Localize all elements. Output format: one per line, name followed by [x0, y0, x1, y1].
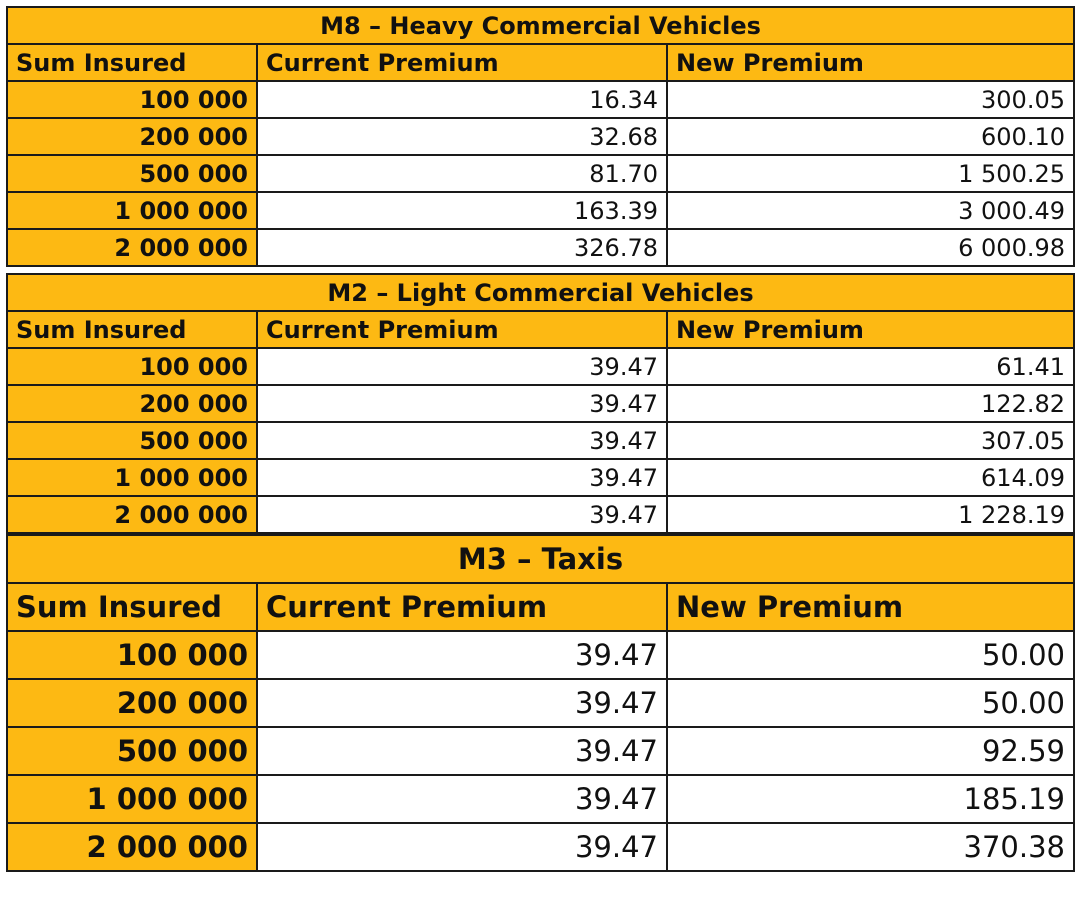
table-row [7, 631, 1074, 679]
new-premium-cell: 92.59 [667, 727, 1074, 775]
current-premium-cell: 39.47 [257, 496, 667, 533]
premium-tables [6, 6, 1075, 872]
col-header-current-premium: Current Premium [257, 311, 667, 348]
table-row [7, 422, 1074, 459]
new-premium-cell: 300.05 [667, 81, 1074, 118]
new-premium-cell: 307.05 [667, 422, 1074, 459]
new-premium-cell: 50.00 [667, 631, 1074, 679]
table-m8-heavy-commercial [6, 6, 1075, 267]
current-premium-cell: 39.47 [257, 679, 667, 727]
current-premium-cell: 39.47 [257, 385, 667, 422]
new-premium-cell: 3 000.49 [667, 192, 1074, 229]
sum-insured-cell: 100 000 [7, 348, 257, 385]
new-premium-cell: 185.19 [667, 775, 1074, 823]
sum-insured-cell: 500 000 [7, 727, 257, 775]
new-premium-cell: 614.09 [667, 459, 1074, 496]
col-header-sum-insured: Sum Insured [7, 44, 257, 81]
sum-insured-cell: 500 000 [7, 155, 257, 192]
sum-insured-cell: 2 000 000 [7, 496, 257, 533]
table-row [7, 229, 1074, 266]
sum-insured-cell: 200 000 [7, 118, 257, 155]
new-premium-cell: 122.82 [667, 385, 1074, 422]
new-premium-cell: 1 228.19 [667, 496, 1074, 533]
current-premium-cell: 39.47 [257, 459, 667, 496]
sum-insured-cell: 2 000 000 [7, 823, 257, 871]
table-title: M8 – Heavy Commercial Vehicles [7, 7, 1074, 44]
col-header-current-premium: Current Premium [257, 44, 667, 81]
current-premium-cell: 16.34 [257, 81, 667, 118]
table-row [7, 727, 1074, 775]
new-premium-cell: 61.41 [667, 348, 1074, 385]
table-row [7, 348, 1074, 385]
table-m2-light-commercial [6, 273, 1075, 534]
sum-insured-cell: 200 000 [7, 385, 257, 422]
col-header-new-premium: New Premium [667, 583, 1074, 631]
sum-insured-cell: 100 000 [7, 631, 257, 679]
current-premium-cell: 39.47 [257, 775, 667, 823]
col-header-sum-insured: Sum Insured [7, 311, 257, 348]
sum-insured-cell: 1 000 000 [7, 192, 257, 229]
table-row [7, 775, 1074, 823]
sum-insured-cell: 1 000 000 [7, 459, 257, 496]
table-row [7, 385, 1074, 422]
current-premium-cell: 163.39 [257, 192, 667, 229]
new-premium-cell: 1 500.25 [667, 155, 1074, 192]
table-title: M2 – Light Commercial Vehicles [7, 274, 1074, 311]
table-row [7, 118, 1074, 155]
table-title: M3 – Taxis [7, 535, 1074, 583]
current-premium-cell: 39.47 [257, 631, 667, 679]
table-row [7, 192, 1074, 229]
sum-insured-cell: 500 000 [7, 422, 257, 459]
current-premium-cell: 326.78 [257, 229, 667, 266]
current-premium-cell: 39.47 [257, 727, 667, 775]
table-row [7, 155, 1074, 192]
sum-insured-cell: 100 000 [7, 81, 257, 118]
col-header-new-premium: New Premium [667, 44, 1074, 81]
col-header-new-premium: New Premium [667, 311, 1074, 348]
current-premium-cell: 39.47 [257, 348, 667, 385]
sum-insured-cell: 200 000 [7, 679, 257, 727]
current-premium-cell: 32.68 [257, 118, 667, 155]
new-premium-cell: 600.10 [667, 118, 1074, 155]
table-row [7, 81, 1074, 118]
sum-insured-cell: 2 000 000 [7, 229, 257, 266]
new-premium-cell: 370.38 [667, 823, 1074, 871]
current-premium-cell: 81.70 [257, 155, 667, 192]
col-header-sum-insured: Sum Insured [7, 583, 257, 631]
new-premium-cell: 50.00 [667, 679, 1074, 727]
sum-insured-cell: 1 000 000 [7, 775, 257, 823]
table-row [7, 679, 1074, 727]
table-row [7, 459, 1074, 496]
table-row [7, 496, 1074, 533]
table-m3-taxis [6, 534, 1075, 872]
table-row [7, 823, 1074, 871]
new-premium-cell: 6 000.98 [667, 229, 1074, 266]
current-premium-cell: 39.47 [257, 422, 667, 459]
col-header-current-premium: Current Premium [257, 583, 667, 631]
current-premium-cell: 39.47 [257, 823, 667, 871]
